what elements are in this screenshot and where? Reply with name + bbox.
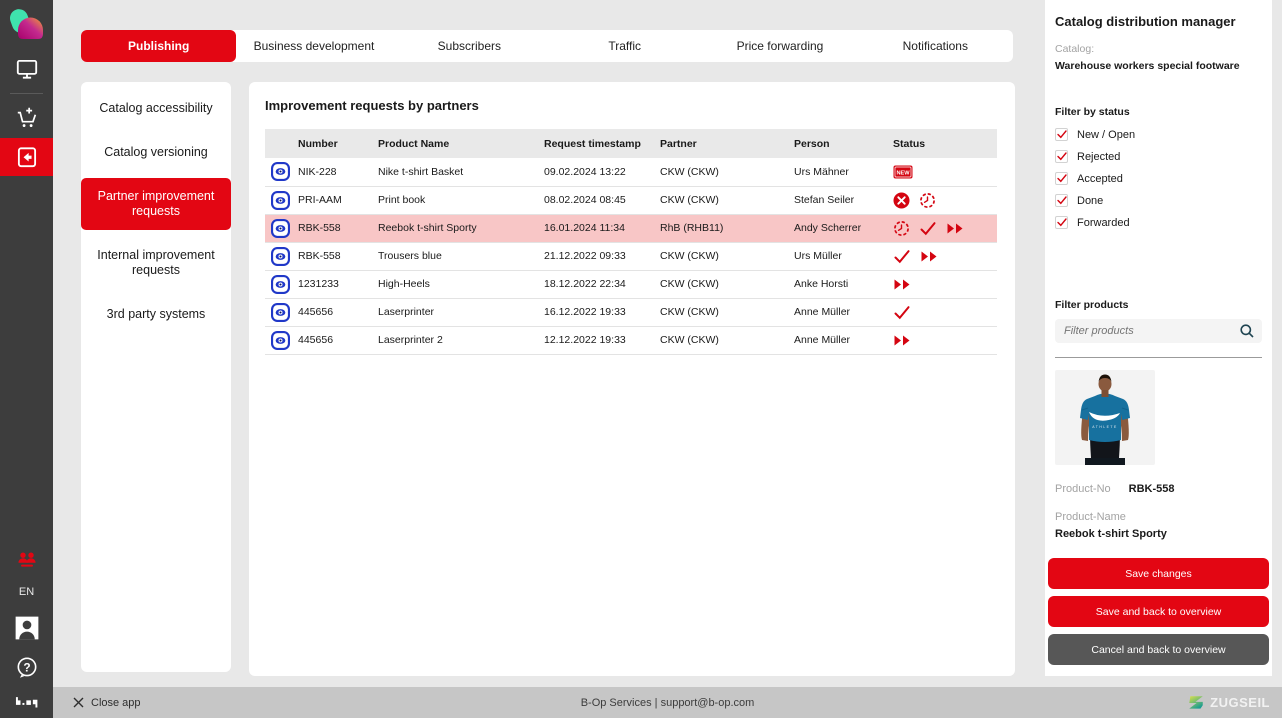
check-icon xyxy=(1057,218,1067,227)
view-request-icon xyxy=(271,331,290,350)
page-title: Improvement requests by partners xyxy=(265,98,479,113)
svg-text:?: ? xyxy=(22,660,31,675)
view-request-button[interactable] xyxy=(269,301,291,323)
request-timestamp-cell: 16.01.2024 11:34 xyxy=(540,214,656,242)
filter-checkbox-forwarded[interactable]: Forwarded xyxy=(1055,216,1262,229)
sidebar-item-catalog-accessibility[interactable]: Catalog accessibility xyxy=(99,101,213,115)
filter-checkbox-done[interactable]: Done xyxy=(1055,194,1262,207)
person-cell: Anne Müller xyxy=(790,298,889,326)
person-cell: Anke Horsti xyxy=(790,270,889,298)
table-row[interactable] xyxy=(265,242,997,270)
request-number: PRI-AAM xyxy=(294,186,374,214)
monitor-icon[interactable] xyxy=(0,49,53,89)
checkbox[interactable] xyxy=(1055,194,1068,207)
sidebar-item-catalog-versioning[interactable]: Catalog versioning xyxy=(104,145,208,159)
partner-cell: RhB (RHB11) xyxy=(656,214,790,242)
top-tab-bar xyxy=(81,30,1013,62)
table-row[interactable] xyxy=(265,214,997,242)
status-cell xyxy=(889,270,997,298)
table-row[interactable] xyxy=(265,298,997,326)
view-request-button[interactable] xyxy=(269,329,291,351)
table-row[interactable] xyxy=(265,158,997,186)
status-rejected-icon xyxy=(893,192,910,209)
support-contact: B-Op Services | support@b-op.com xyxy=(580,696,755,709)
tab-business-development[interactable]: Business development xyxy=(253,39,375,53)
request-number: RBK-558 xyxy=(294,242,374,270)
search-icon[interactable] xyxy=(1239,323,1255,344)
request-number: NIK-228 xyxy=(294,158,374,186)
tab-price-forwarding[interactable]: Price forwarding xyxy=(736,39,824,53)
tab-traffic[interactable]: Traffic xyxy=(608,39,641,53)
app-sidebar xyxy=(0,0,53,718)
view-request-icon xyxy=(271,275,290,294)
help-icon[interactable] xyxy=(0,648,53,688)
partner-cell: CKW (CKW) xyxy=(656,242,790,270)
request-number: 445656 xyxy=(294,298,374,326)
svg-text:NEW: NEW xyxy=(896,170,910,177)
column-header-number: Number xyxy=(294,129,374,158)
save-and-back-to-overview-button[interactable]: Save and back to overview xyxy=(1048,596,1269,627)
filter-products-input[interactable] xyxy=(1055,319,1262,343)
product-no-label: Product-No xyxy=(1055,483,1111,495)
product-name-value: Reebok t-shirt Sporty xyxy=(1055,528,1167,540)
status-accepted-icon xyxy=(893,249,911,264)
app-logo xyxy=(5,5,49,49)
table-row[interactable] xyxy=(265,186,997,214)
zugseil-logo-icon xyxy=(1187,694,1205,712)
status-cell xyxy=(889,326,997,354)
improvement-requests-icon[interactable] xyxy=(0,138,53,176)
zugseil-brand: ZUGSEIL xyxy=(1187,694,1270,712)
filter-checkbox-rejected[interactable]: Rejected xyxy=(1055,150,1262,163)
status-forwarded-icon xyxy=(893,278,912,291)
requests-table xyxy=(265,129,997,355)
person-cell: Urs Mähner xyxy=(790,158,889,186)
main-content-panel xyxy=(249,82,1015,676)
column-header-status: Status xyxy=(889,129,997,158)
partner-cell: CKW (CKW) xyxy=(656,186,790,214)
checkbox[interactable] xyxy=(1055,216,1068,229)
check-icon xyxy=(1057,174,1067,183)
b-op-logo xyxy=(0,688,53,714)
status-forwarded-icon xyxy=(946,222,965,235)
product-name-cell: Reebok t-shirt Sporty xyxy=(374,214,540,242)
view-request-button[interactable] xyxy=(269,189,291,211)
save-changes-button[interactable]: Save changes xyxy=(1048,558,1269,589)
view-request-icon xyxy=(271,191,290,210)
view-request-icon xyxy=(271,303,290,322)
partner-cell: CKW (CKW) xyxy=(656,270,790,298)
tab-subscribers[interactable]: Subscribers xyxy=(437,39,501,53)
partner-cell: CKW (CKW) xyxy=(656,158,790,186)
status-new-icon xyxy=(893,165,913,179)
check-icon xyxy=(1057,130,1067,139)
person-cell: Stefan Seiler xyxy=(790,186,889,214)
panel-title: Catalog distribution manager xyxy=(1055,14,1236,29)
partner-cell: CKW (CKW) xyxy=(656,298,790,326)
checkbox[interactable] xyxy=(1055,172,1068,185)
column-header-person: Person xyxy=(790,129,889,158)
language-selector[interactable]: EN xyxy=(18,586,35,598)
status-forwarded-icon xyxy=(920,250,939,263)
table-row[interactable] xyxy=(265,270,997,298)
column-header-product-name: Product Name xyxy=(374,129,540,158)
request-timestamp-cell: 16.12.2022 19:33 xyxy=(540,298,656,326)
status-accepted-icon xyxy=(919,221,937,236)
sidebar-item-3rd-party-systems[interactable]: 3rd party systems xyxy=(106,307,206,321)
product-name-cell: Laserprinter xyxy=(374,298,540,326)
status-accepted-icon xyxy=(893,305,911,320)
product-name-cell: Print book xyxy=(374,186,540,214)
product-name-cell: Nike t-shirt Basket xyxy=(374,158,540,186)
request-timestamp-cell: 18.12.2022 22:34 xyxy=(540,270,656,298)
catalog-value: Warehouse workers special footware xyxy=(1055,60,1240,72)
view-request-icon xyxy=(271,162,290,181)
filter-checkbox-accepted[interactable]: Accepted xyxy=(1055,172,1262,185)
side-nav-panel xyxy=(81,82,231,672)
sidebar-divider xyxy=(10,93,43,94)
person-cell: Urs Müller xyxy=(790,242,889,270)
view-request-button[interactable] xyxy=(269,273,291,295)
close-app-button[interactable]: Close app xyxy=(73,697,141,709)
tab-publishing[interactable]: Publishing xyxy=(81,30,236,62)
app-footer xyxy=(53,687,1282,718)
person-cell: Andy Scherrer xyxy=(790,214,889,242)
panel-divider xyxy=(1055,357,1262,358)
request-timestamp-cell: 12.12.2022 19:33 xyxy=(540,326,656,354)
cancel-and-back-to-overview-button[interactable]: Cancel and back to overview xyxy=(1048,634,1269,665)
product-name-cell: High-Heels xyxy=(374,270,540,298)
product-no-value: RBK-558 xyxy=(1128,483,1175,495)
request-timestamp-cell: 21.12.2022 09:33 xyxy=(540,242,656,270)
checkbox[interactable] xyxy=(1055,150,1068,163)
catalog-label: Catalog: xyxy=(1055,43,1095,55)
view-request-button[interactable] xyxy=(269,217,291,239)
request-number: 1231233 xyxy=(294,270,374,298)
product-name-cell: Laserprinter 2 xyxy=(374,326,540,354)
check-icon xyxy=(1057,152,1067,161)
person-cell: Anne Müller xyxy=(790,326,889,354)
tab-notifications[interactable]: Notifications xyxy=(902,39,968,53)
request-timestamp-cell: 09.02.2024 13:22 xyxy=(540,158,656,186)
status-forwarded-icon xyxy=(893,334,912,347)
view-request-icon xyxy=(271,247,290,266)
column-header-partner: Partner xyxy=(656,129,790,158)
request-number: RBK-558 xyxy=(294,214,374,242)
request-timestamp-cell: 08.02.2024 08:45 xyxy=(540,186,656,214)
partner-cell: CKW (CKW) xyxy=(656,326,790,354)
catalog-manager-panel xyxy=(1045,0,1272,676)
view-request-button[interactable] xyxy=(269,245,291,267)
table-row[interactable] xyxy=(265,326,997,354)
filter-status-label: Filter by status xyxy=(1055,106,1130,118)
status-cell xyxy=(889,186,997,214)
status-cell xyxy=(889,214,997,242)
checkbox[interactable] xyxy=(1055,128,1068,141)
check-icon xyxy=(1057,196,1067,205)
team-icon[interactable] xyxy=(0,540,53,580)
product-name-cell: Trousers blue xyxy=(374,242,540,270)
product-name-label: Product-Name xyxy=(1055,511,1126,523)
user-avatar-icon[interactable] xyxy=(0,608,53,648)
status-cell xyxy=(889,242,997,270)
svg-text:ATHLETE: ATHLETE xyxy=(1092,425,1118,429)
status-pending-icon xyxy=(919,192,936,209)
view-request-icon xyxy=(271,219,290,238)
status-cell xyxy=(889,158,997,186)
column-header-request-timestamp: Request timestamp xyxy=(540,129,656,158)
filter-checkbox-new-open[interactable]: New / Open xyxy=(1055,128,1262,141)
cart-add-icon[interactable] xyxy=(0,98,53,138)
product-image xyxy=(1055,370,1155,465)
sidebar-item-internal-improvement-requests[interactable]: Internal improvement requests xyxy=(97,248,215,277)
sidebar-item-partner-improvement-requests[interactable]: Partner improvement requests xyxy=(81,178,231,230)
request-number: 445656 xyxy=(294,326,374,354)
filter-products-label: Filter products xyxy=(1055,299,1129,311)
status-cell xyxy=(889,298,997,326)
view-request-button[interactable] xyxy=(269,161,291,183)
status-pending-icon xyxy=(893,220,910,237)
